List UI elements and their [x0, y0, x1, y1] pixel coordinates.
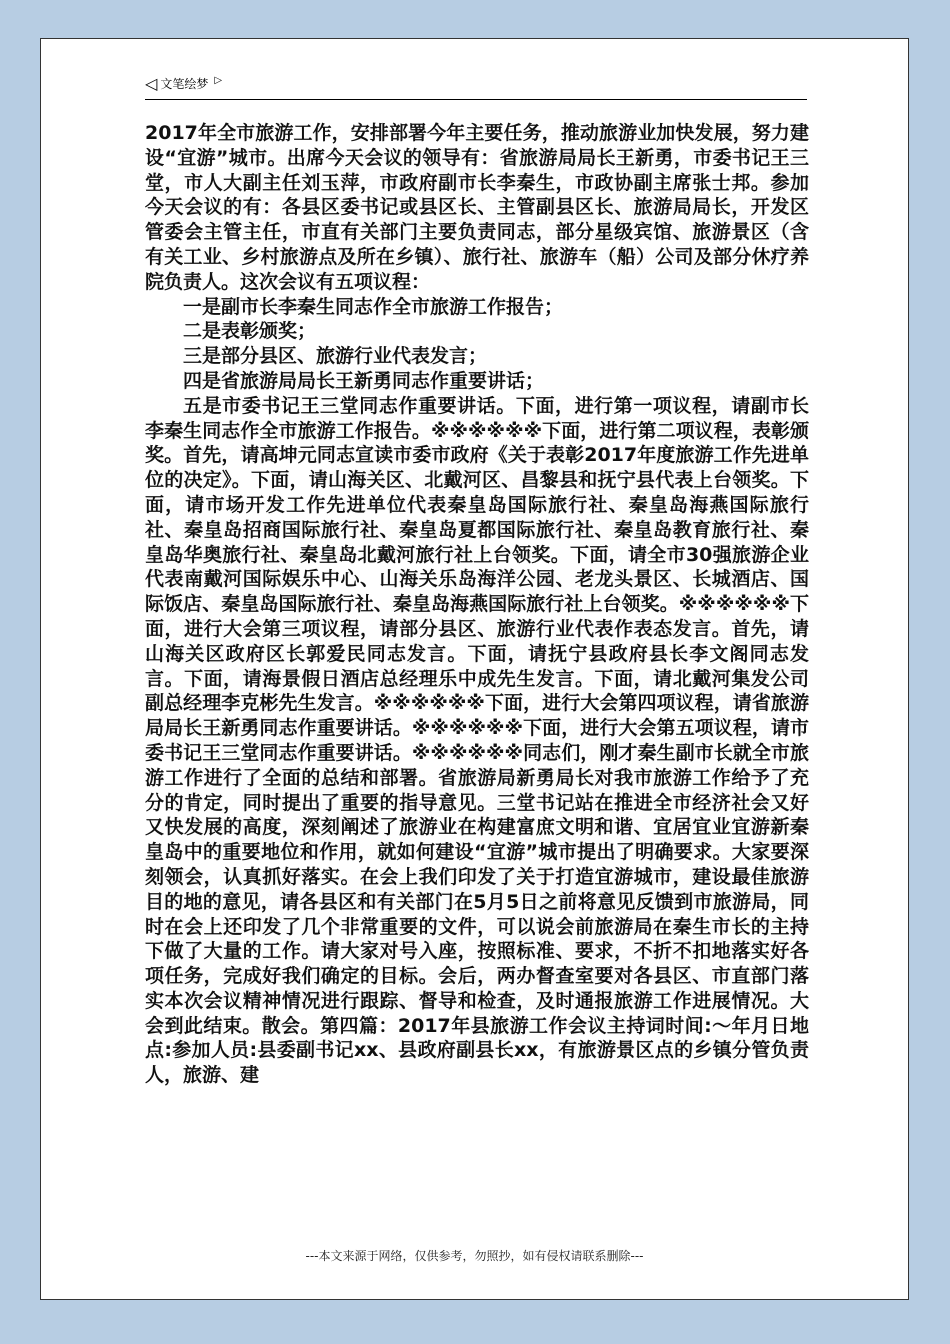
agenda-item-2: 二是表彰颁奖； [183, 320, 317, 343]
agenda-item-5-and-proceedings: 五是市委书记王三堂同志作重要讲话。下面，进行第一项议程，请副市长李秦生同志作全市旅游工作报告。※※※※※※下面，进行第二项议程，表彰颁奖。首先，请高坤元同志宣读市委市政府《关于表彰2017年度旅游工作先进单位的决定》。下面，请山海关区、北戴河区、昌黎县和抚宁县代表上台领奖。下面，请市场开发工作先进单位代表秦皇岛国际旅行社、秦皇岛海燕国际旅行社、秦皇岛招商国际旅行社、秦皇岛夏都国际旅行社、秦皇岛教育旅行社、秦皇岛华奥旅行社、秦皇岛北戴河旅行社上台领奖。下面，请全市30强旅游企业代表南戴河国际娱乐中心、山海关乐岛海洋公园、老龙头景区、长城酒店、国际饭店、秦皇岛国际旅行社、秦皇岛海燕国际旅行社上台领奖。※※※※※※下面，进行大会第三项议程，请部分县区、旅游行业代表作表态发言。首先，请山海关区政府区长郭爱民同志发言。下面，请抚宁县政府县长李文阁同志发言。下面，请海景假日酒店总经理乐中成先生发言。下面，请北戴河集发公司副总经理李克彬先生发言。※※※※※※下面，进行大会第四项议程，请省旅游局局长王新勇同志作重要讲话。※※※※※※下面，进行大会第五项议程，请市委书记王三堂同志作重要讲话。※※※※※※同志们，刚才秦生副市长就全市旅游工作进行了全面的总结和部署。省旅游局新勇局长对我市旅游工作给予了充分的肯定，同时提出了重要的指导意见。三堂书记站在推进全市经济社会又好又快发展的高度，深刻阐述了旅游业在构建富庶文明和谐、宜居宜业宜游新秦皇岛中的重要地位和作用，就如何建设“宜游”城市提出了明确要求。大家要深刻领会，认真抓好落实。在会上我们印发了关于打造宜游城市，建设最佳旅游目的地的意见，请各县区和有关部门在5月5日之前将意见反馈到市旅游局，同时在会上还印发了几个非常重要的文件，可以说会前旅游局在秦生市长的主持下做了大量的工作。请大家对号入座，按照标准、要求，不折不扣地落实好各项任务，完成好我们确定的目标。会后，两办督查室要对各县区、市直部门落实本次会议精神情况进行跟踪、督导和检查，及时通报旅游工作进展情况。大会到此结束。散会。第四篇：2017年县旅游工作会议主持词时间:～年月日地点:参加人员:县委副书记xx、县政府副县长xx，有旅游景区点的乡镇分管负责人，旅游、建 [145, 394, 809, 1087]
footer-disclaimer: ---本文来源于网络，仅供参考，勿照抄，如有侵权请联系删除--- [305, 1249, 644, 1263]
page-header [145, 73, 222, 95]
header-title: 文笔绘梦 [160, 77, 209, 91]
agenda-item-4: 四是省旅游局局长王新勇同志作重要讲话； [183, 369, 545, 392]
document-body [145, 121, 809, 1088]
right-triangle-icon: ▷ [214, 75, 223, 86]
agenda-item-3: 三是部分县区、旅游行业代表发言； [183, 345, 488, 368]
agenda-item-1: 一是副市长李秦生同志作全市旅游工作报告； [183, 295, 564, 318]
left-triangle-icon: ◁ [145, 74, 158, 93]
document-page [40, 38, 909, 1300]
header-divider [145, 99, 807, 100]
paragraph-intro: 2017年全市旅游工作，安排部署今年主要任务，推动旅游业加快发展，努力建设“宜游”城市。出席今天会议的领导有：省旅游局局长王新勇，市委书记王三堂，市人大副主任刘玉萍，市政府副市长李秦生，市政协副主席张士邦。参加今天会议的有：各县区委书记或县区长、主管副县区长、旅游局局长，开发区管委会主管主任，市直有关部门主要负责同志，部分星级宾馆、旅游景区（含有关工业、乡村旅游点及所在乡镇）、旅行社、旅游车（船）公司及部分休疗养院负责人。这次会议有五项议程： [145, 122, 809, 293]
